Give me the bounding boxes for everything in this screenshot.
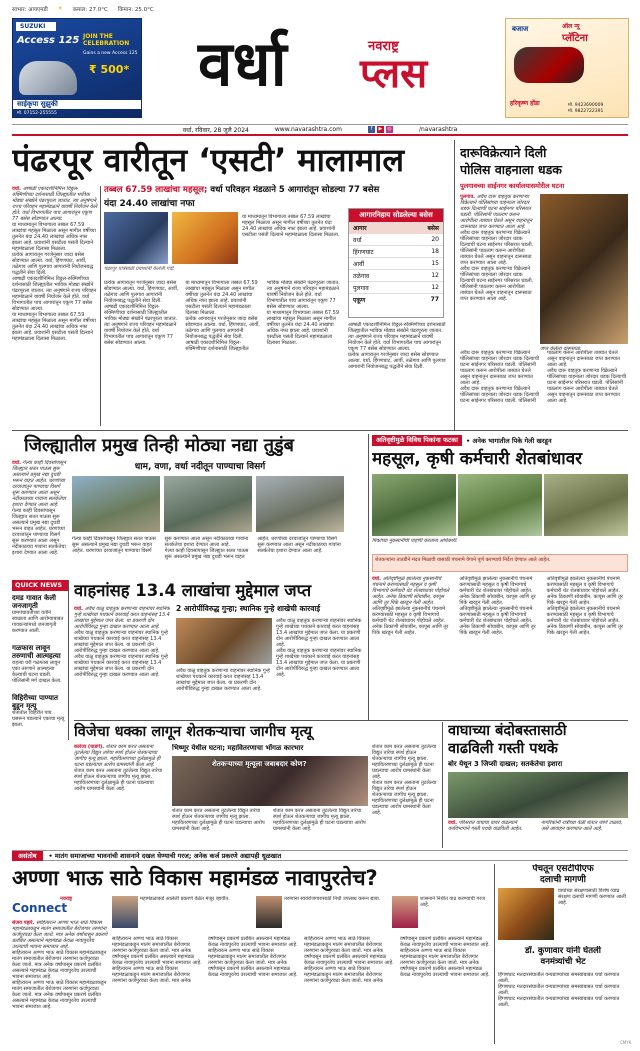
quick-news-label: QUICK NEWS (12, 580, 68, 591)
table-row: तळेगाव 12 (349, 270, 443, 282)
lead-subhead: यंदा 24.40 लाखांचा नफा (104, 199, 195, 209)
sidebar-title-1: पेंचतून एसटीपीएफ दलाची मागणी (532, 864, 594, 885)
crop-photo-2 (458, 474, 542, 536)
rivers-body-left: वर्धा. गेल्या काही दिवसांपासून जिल्ह्यात सतत पाऊस सुरू असल्याने प्रमुख नद्या दुथडी भरून वाहत आहेत. धरणांच्या दरवाजांतून पाण्याचा विसर्ग सुरू करण्यात आला असून नदीकाठच्या गावांना सतर्कतेचा इशारा देण्यात आला आहे. गेल्या काही दिवसांपासून जिल्ह्यात सतत पाऊस सुरू असल्याने प्रमुख नद्या दुथडी भरून वाहत आहेत. धरणांच्या दरवाजांतून पाण्याचा विसर्ग सुरू करण्यात आला असून नदीकाठच्या गावांना सतर्कतेचा इशारा देण्यात आला आहे. (12, 460, 66, 556)
anna-body-left: संजय पहारे. साहित्यरत्न अण्णा भाऊ साठे विकास महामंडळाकडून मातंग समाजातील बेरोजगार तरुणांना कर्जपुरवठा केला जातो. मात्र अनेक वर्षांपासून प्रकरणे प्रलंबित असल्याने महामंडळ केवळ नावापुरतेच उरल्याची भावना समाजात आहे. साहित्यरत्न अण्णा भाऊ साठे विकास महामंडळाकडून मातंग समाजातील बेरोजगार तरुणांना कर्जपुरवठा केला जातो. मात्र अनेक वर्षांपासून प्रकरणे प्रलंबित असल्याने महामंडळ केवळ नावापुरतेच उरल्याची भावना समाजात आहे. साहित्यरत्न अण्णा भाऊ साठे विकास महामंडळाकडून मातंग समाजातील बेरोजगार तरुणांना कर्जपुरवठा केला जातो. मात्र अनेक वर्षांपासून प्रकरणे प्रलंबित असल्याने महामंडळ केवळ नावापुरतेच उरल्याची भावना समाजात आहे. (12, 920, 108, 1010)
shock-body-right: शेतात काम करत असताना तुटलेल्या विद्युत तारेचा स्पर्श होऊन शेतकऱ्याचा जागीच मृत्यू झाला. महावितरणच्या दुर्लक्षामुळे ही घटना घडल्याचा आरोप ग्रामस्थांनी केला आहे. शेतात काम करत असताना तुटलेल्या विद्युत तारेचा स्पर्श होऊन शेतकऱ्याचा जागीच मृत्यू झाला. महावितरणच्या दुर्लक्षामुळे ही घटना घडल्याचा आरोप ग्रामस्थांनी केला आहे. (372, 744, 437, 816)
ticker-text: • मातंग समाजाच्या भावनांची शासनाने दखल घेण्याची गरज; अनेक कर्ज प्रकरणे अद्यापही धूळखात (48, 852, 282, 860)
temp-min: किमान: 25.0°C (117, 7, 154, 13)
youtube-icon: ▶ (378, 126, 383, 132)
avatar (256, 896, 282, 928)
bike-image (514, 47, 584, 83)
lead-body-right: आषाढी एकादशीनिमित्त विठ्ठल-रुक्मिणीच्या दर्शनासाठी जिल्ह्यातील भाविक मोठ्या संख्येने पंढरपूरला जातात. त्या अनुषंगाने राज्य परिवहन महामंडळाने यावर्षी नियोजन केले होते. वर्धा विभागातील पाच आगारांतून एकूण 77 बसेस सोडण्यात आल्या. प्रत्येक आगारातून गरजेनुसार जादा बसेस सोडण्यात आल्या. वर्धा, हिंगणघाट, आर्वी, तळेगाव आणि पुलगाव आगारांनी नियोजनबद्ध पद्धतीने सेवा दिली. (348, 322, 446, 370)
brand-logo: वर्धा (198, 27, 287, 100)
table-title: आगारनिहाय सोडलेल्या बसेस (349, 209, 443, 222)
sidebar-text-2: हिंगणघाट मतदारसंघातील वन्यप्राण्यांच्या समस्यांबाबत चर्चा करण्यात आली. हिंगणघाट मतदारसंघातील वन्यप्राण्यांच्या समस्यांबाबत चर्चा करण्यात आली. हिंगणघाट मतदारसंघातील वन्यप्राण्यांच्या समस्यांबाबत चर्चा करण्यात आली. (498, 972, 620, 1008)
table-row: हिंगणघाट 18 (349, 246, 443, 258)
lead-photo-bus (104, 212, 168, 264)
vehicles-body-right: अवैध वाळू वाहतूक करणाऱ्या वाहनांवर स्थानिक गुन्हे शाखेच्या पथकाने कारवाई करत वाहनांसह 13.4 लाखांचा मुद्देमाल जप्त केला. या प्रकरणी दोन आरोपींविरुद्ध गुन्हा दाखल करण्यात आला आहे. अवैध वाळू वाहतूक करणाऱ्या वाहनांवर स्थानिक गुन्हे शाखेच्या पथकाने कारवाई करत वाहनांसह 13.4 लाखांचा मुद्देमाल जप्त केला. या प्रकरणी दोन आरोपींविरुद्ध गुन्हा दाखल करण्यात आला आहे. (276, 618, 362, 678)
website-link[interactable]: www.navarashtra.com (274, 126, 342, 133)
sidebar-title-2: डॉ. कुणावार यांनी घेतली वनमंत्र्यांची भेट (524, 946, 602, 967)
right-photo (540, 194, 628, 344)
tiger-subhead: बोर येथून 3 जिप्सी दाखल; सतर्कतेचा इशारा (448, 760, 563, 768)
brand-plus: प्लस (360, 51, 428, 97)
depot-table (348, 208, 444, 318)
shock-box: शेतकऱ्याच्या मृत्यूला जबाबदार कोण? (212, 760, 307, 768)
shock-body-left: कारंजा (घाडगे). शेतात काम करत असताना तुटलेल्या विद्युत तारेचा स्पर्श होऊन शेतकऱ्याचा जागीच मृत्यू झाला. महावितरणच्या दुर्लक्षामुळे ही घटना घडल्याचा आरोप ग्रामस्थांनी केला आहे. शेतात काम करत असताना तुटलेल्या विद्युत तारेचा स्पर्श होऊन शेतकऱ्याचा जागीच मृत्यू झाला. महावितरणच्या दुर्लक्षामुळे ही घटना घडल्याचा आरोप ग्रामस्थांनी केला आहे. (74, 744, 163, 792)
ad-title: ऑल न्यू (562, 23, 580, 30)
lead-kicker: तब्बल 67.59 लाखांचा महसूल; वर्धा परिवहन मंडळाने 5 आगारांतून सोडल्या 77 बसेस (104, 185, 380, 195)
lead-headline: पंढरपूर वारीतून ‘एसटी’ मालामाल (12, 141, 405, 179)
ad-dealer: साईकृपा सुझुकी (13, 100, 141, 109)
instagram-icon: ◎ (387, 126, 392, 132)
ad-dealer: हरिकृष्ण होंडा (510, 100, 540, 107)
ticker-label: असंतोष (12, 851, 43, 861)
crop-photo-3 (544, 474, 628, 536)
rivers-subhead: धाम, वणा, वर्धा नदीतून पाण्याचा विसर्ग (134, 462, 266, 472)
right-headline: दारूविक्रेत्याने दिली पोलिस वाहनाला धडक (460, 145, 562, 177)
crop-banner: अतिवृष्टीमुळे विविध पिकांना फटका • अनेक भागातील पिके गेली खरडून (372, 435, 628, 446)
lead-caption: पंढरपूर यात्रेसाठी प्रवाशांनी केलेली गर्दी. (104, 266, 175, 272)
ad-phone: मो. 07152-255555 (17, 111, 57, 116)
social-handle: /navarashtra (418, 126, 458, 133)
crop-photo-1 (372, 474, 456, 536)
ad-brand: SUZUKI (16, 22, 56, 31)
ad-phone: मो. 9423690009 मो. 9822722391 (568, 103, 604, 114)
vehicles-photo (176, 618, 272, 664)
ad-model: प्लॅटिना (562, 33, 588, 44)
facebook-icon: f (368, 126, 375, 133)
ticker-bar (12, 850, 628, 861)
shock-body-mid: शेतात काम करत असताना तुटलेल्या विद्युत तारेचा स्पर्श होऊन शेतकऱ्याचा जागीच मृत्यू झाला. महावितरणच्या दुर्लक्षामुळे ही घटना घडल्याचा आरोप ग्रामस्थांनी केला आहे. शेतात काम करत असताना तुटलेल्या विद्युत तारेचा स्पर्श होऊन शेतकऱ्याचा जागीच मृत्यू झाला. महावितरणच्या दुर्लक्षामुळे ही घटना घडल्याचा आरोप ग्रामस्थांनी केला आहे. (172, 808, 366, 832)
vehicles-body-bottom: अवैध वाळू वाहतूक करणाऱ्या वाहनांवर स्थानिक गुन्हे शाखेच्या पथकाने कारवाई करत वाहनांसह 13.4 लाखांचा मुद्देमाल जप्त केला. या प्रकरणी दोन आरोपींविरुद्ध गुन्हा दाखल करण्यात आला आहे. (176, 668, 270, 692)
sidebar-text-1: वाघांच्या संरक्षणासाठी विशेष व्याघ्र संरक्षण दलाची मागणी करण्यात आली आहे. (558, 888, 626, 906)
sun-icon: ☀ (57, 6, 63, 12)
social-icons[interactable] (368, 126, 393, 133)
dateline: वर्धा, रविवार, 28 जुलै 2024 (182, 126, 249, 134)
table-row: एकूण 77 (353, 295, 439, 304)
ad-model: Access 125 (17, 35, 80, 46)
right-subhead: पुलगावच्या साईनगर कार्यालयासमोरील घटना (460, 182, 565, 190)
quote-card-3: शासनाने निधीत वाढ करण्याची गरज आहे. (392, 896, 490, 932)
rivers-photo-2 (164, 476, 252, 532)
top-bar (12, 4, 628, 14)
list-item: विहिरीच्या पाण्यात बुडून मृत्यू शेतातील विहिरीत पाय घसरून पडल्याने एकाचा मृत्यू झाला. (12, 694, 65, 728)
right-body-2: अवैध दारू वाहतूक करणाऱ्या विक्रेत्याने पोलिसांच्या वाहनाला जोरदार धडक दिल्याची घटना साईनगर परिसरात घडली. पोलिसांनी पाठलाग करून आरोपीला ताब्यात घेतले असून वाहनातून दारूसाठा जप्त करण्यात आला आहे. अवैध दारू वाहतूक करणाऱ्या विक्रेत्याने पोलिसांच्या वाहनाला जोरदार धडक दिल्याची घटना साईनगर परिसरात घडली. पोलिसांनी पाठलाग करून आरोपीला ताब्यात घेतले असून वाहनातून दारूसाठा जप्त करण्यात आला आहे. अवैध दारू वाहतूक करणाऱ्या विक्रेत्याने पोलिसांच्या वाहनाला जोरदार धडक दिल्याची घटना साईनगर परिसरात घडली. पोलिसांनी पाठलाग करून आरोपीला ताब्यात घेतले असून वाहनातून दारूसाठा जप्त करण्यात आला आहे. (460, 350, 627, 404)
vehicles-body-left: वर्धा. अवैध वाळू वाहतूक करणाऱ्या वाहनांवर स्थानिक गुन्हे शाखेच्या पथकाने कारवाई करत वाहनांसह 13.4 लाखांचा मुद्देमाल जप्त केला. या प्रकरणी दोन आरोपींविरुद्ध गुन्हा दाखल करण्यात आला आहे. अवैध वाळू वाहतूक करणाऱ्या वाहनांवर स्थानिक गुन्हे शाखेच्या पथकाने कारवाई करत वाहनांसह 13.4 लाखांचा मुद्देमाल जप्त केला. या प्रकरणी दोन आरोपींविरुद्ध गुन्हा दाखल करण्यात आला आहे. अवैध वाळू वाहतूक करणाऱ्या वाहनांवर स्थानिक गुन्हे शाखेच्या पथकाने कारवाई करत वाहनांसह 13.4 लाखांचा मुद्देमाल जप्त केला. या प्रकरणी दोन आरोपींविरुद्ध गुन्हा दाखल करण्यात आला आहे. (74, 606, 170, 678)
right-body: पुलगाव. अवैध दारू वाहतूक करणाऱ्या विक्रेत्याने पोलिसांच्या वाहनाला जोरदार धडक दिल्याची घटना साईनगर परिसरात घडली. पोलिसांनी पाठलाग करून आरोपीला ताब्यात घेतले असून वाहनातून दारूसाठा जप्त करण्यात आला आहे. अवैध दारू वाहतूक करणाऱ्या विक्रेत्याने पोलिसांच्या वाहनाला जोरदार धडक दिल्याची घटना साईनगर परिसरात घडली. पोलिसांनी पाठलाग करून आरोपीला ताब्यात घेतले असून वाहनातून दारूसाठा जप्त करण्यात आला आहे. अवैध दारू वाहतूक करणाऱ्या विक्रेत्याने पोलिसांच्या वाहनाला जोरदार धडक दिल्याची घटना साईनगर परिसरात घडली. पोलिसांनी पाठलाग करून आरोपीला ताब्यात घेतले असून वाहनातून दारूसाठा जप्त करण्यात आला आहे. (460, 194, 534, 302)
avatar (112, 896, 138, 928)
lead-photo-vitthal (172, 212, 238, 264)
ad-suzuki[interactable] (12, 18, 142, 118)
list-item: दमड गावात केली जनजागृती ग्रामपंचायतीच्या वतीने स्वच्छता आणि आरोग्याबाबत गावकऱ्यांमध्ये जनजागृती करण्यात आली. (12, 594, 64, 634)
dateline-bar (12, 124, 628, 136)
tiger-body: वर्धा. परिसरात वाघाचा वावर वाढल्याने वनविभागाने गस्ती पथके वाढविली आहेत. नागरिकांनी रात्रीच्या वेळी शेतात जाणे टाळावे, असे आवाहन करण्यात आले आहे. (448, 820, 623, 832)
table-rows (349, 234, 443, 305)
masthead (180, 22, 470, 122)
sidebar-tiger-photo (498, 888, 554, 940)
tiger-headline: वाघाच्या बंदोबस्तासाठी वाढविली गस्ती पथके (448, 723, 567, 757)
shock-photo (172, 756, 368, 806)
rivers-body-main: गेल्या काही दिवसांपासून जिल्ह्यात सतत पाऊस सुरू असल्याने प्रमुख नद्या दुथडी भरून वाहत आहेत. धरणांच्या दरवाजांतून पाण्याचा विसर्ग सुरू करण्यात आला असून नदीकाठच्या गावांना सतर्कतेचा इशारा देण्यात आला आहे. गेल्या काही दिवसांपासून जिल्ह्यात सतत पाऊस सुरू असल्याने प्रमुख नद्या दुथडी भरून वाहत आहेत. धरणांच्या दरवाजांतून पाण्याचा विसर्ग सुरू करण्यात आला असून नदीकाठच्या गावांना सतर्कतेचा इशारा देण्यात आला आहे. (72, 536, 341, 560)
anna-body-main: साहित्यरत्न अण्णा भाऊ साठे विकास महामंडळाकडून मातंग समाजातील बेरोजगार तरुणांना कर्जपुरवठा केला जातो. मात्र अनेक वर्षांपासून प्रकरणे प्रलंबित असल्याने महामंडळ केवळ नावापुरतेच उरल्याची भावना समाजात आहे. साहित्यरत्न अण्णा भाऊ साठे विकास महामंडळाकडून मातंग समाजातील बेरोजगार तरुणांना कर्जपुरवठा केला जातो. मात्र अनेक वर्षांपासून प्रकरणे प्रलंबित असल्याने महामंडळ केवळ नावापुरतेच उरल्याची भावना समाजात आहे. साहित्यरत्न अण्णा भाऊ साठे विकास महामंडळाकडून मातंग समाजातील बेरोजगार तरुणांना कर्जपुरवठा केला जातो. मात्र अनेक वर्षांपासून प्रकरणे प्रलंबित असल्याने महामंडळ केवळ नावापुरतेच उरल्याची भावना समाजात आहे. साहित्यरत्न अण्णा भाऊ साठे विकास महामंडळाकडून मातंग समाजातील बेरोजगार तरुणांना कर्जपुरवठा केला जातो. मात्र अनेक वर्षांपासून प्रकरणे प्रलंबित असल्याने महामंडळ केवळ नावापुरतेच उरल्याची भावना समाजात आहे. साहित्यरत्न अण्णा भाऊ साठे विकास महामंडळाकडून मातंग समाजातील बेरोजगार तरुणांना कर्जपुरवठा केला जातो. मात्र अनेक वर्षांपासून प्रकरणे प्रलंबित असल्याने महामंडळ केवळ नावापुरतेच उरल्याची भावना समाजात आहे. साहित्यरत्न अण्णा भाऊ साठे विकास महामंडळाकडून मातंग समाजातील बेरोजगार तरुणांना कर्जपुरवठा केला जातो. मात्र अनेक वर्षांपासून प्रकरणे प्रलंबित असल्याने महामंडळ केवळ नावापुरतेच उरल्याची भावना समाजात आहे. (112, 936, 490, 984)
crop-body: वर्धा. अतिवृष्टीमुळे झालेल्या नुकसानीचे पंचनामे करण्यासाठी महसूल व कृषी विभागाचे कर्मचारी थेट शेतबांधावर पोहोचले आहेत. अनेक ठिकाणी सोयाबीन, कापूस आणि तूर पिके खरडून गेली आहेत. अतिवृष्टीमुळे झालेल्या नुकसानीचे पंचनामे करण्यासाठी महसूल व कृषी विभागाचे कर्मचारी थेट शेतबांधावर पोहोचले आहेत. अनेक ठिकाणी सोयाबीन, कापूस आणि तूर पिके खरडून गेली आहेत. अतिवृष्टीमुळे झालेल्या नुकसानीचे पंचनामे करण्यासाठी महसूल व कृषी विभागाचे कर्मचारी थेट शेतबांधावर पोहोचले आहेत. अनेक ठिकाणी सोयाबीन, कापूस आणि तूर पिके खरडून गेली आहेत. अतिवृष्टीमुळे झालेल्या नुकसानीचे पंचनामे करण्यासाठी महसूल व कृषी विभागाचे कर्मचारी थेट शेतबांधावर पोहोचले आहेत. अनेक ठिकाणी सोयाबीन, कापूस आणि तूर पिके खरडून गेली आहेत. अतिवृष्टीमुळे झालेल्या नुकसानीचे पंचनामे करण्यासाठी महसूल व कृषी विभागाचे कर्मचारी थेट शेतबांधावर पोहोचले आहेत. अनेक ठिकाणी सोयाबीन, कापूस आणि तूर पिके खरडून गेली आहेत. अतिवृष्टीमुळे झालेल्या नुकसानीचे पंचनामे करण्यासाठी महसूल व कृषी विभागाचे कर्मचारी थेट शेतबांधावर पोहोचले आहेत. अनेक ठिकाणी सोयाबीन, कापूस आणि तूर पिके खरडून गेली आहेत. (372, 576, 623, 636)
rivers-photo-3 (256, 476, 344, 532)
shock-headline: विजेचा धक्का लागून शेतकऱ्याचा जागीच मृत्यू (74, 724, 313, 740)
tiger-photo (448, 772, 628, 818)
lead-body-col1: वर्धा. आषाढी एकादशीनिमित्त विठ्ठल-रुक्मिणीच्या दर्शनासाठी जिल्ह्यातील भाविक मोठ्या संख्येने पंढरपूरला जातात. त्या अनुषंगाने राज्य परिवहन महामंडळाने यावर्षी नियोजन केले होते. वर्धा विभागातील पाच आगारांतून एकूण 77 बसेस सोडण्यात आल्या. या माध्यमातून विभागाला तब्बल 67.59 लाखांचा महसूल मिळाला असून मागील वर्षीच्या तुलनेत यंदा 24.40 लाखांचा अधिक नफा झाला आहे. प्रवाशांनी एसटीला पसंती दिल्याने महामंडळाला दिलासा मिळाला. प्रत्येक आगारातून गरजेनुसार जादा बसेस सोडण्यात आल्या. वर्धा, हिंगणघाट, आर्वी, तळेगाव आणि पुलगाव आगारांनी नियोजनबद्ध पद्धतीने सेवा दिली. आषाढी एकादशीनिमित्त विठ्ठल-रुक्मिणीच्या दर्शनासाठी जिल्ह्यातील भाविक मोठ्या संख्येने पंढरपूरला जातात. त्या अनुषंगाने राज्य परिवहन महामंडळाने यावर्षी नियोजन केले होते. वर्धा विभागातील पाच आगारांतून एकूण 77 बसेस सोडण्यात आल्या. या माध्यमातून विभागाला तब्बल 67.59 लाखांचा महसूल मिळाला असून मागील वर्षीच्या तुलनेत यंदा 24.40 लाखांचा अधिक नफा झाला आहे. प्रवाशांनी एसटीला पसंती दिल्याने महामंडळाला दिलासा मिळाला. (12, 186, 98, 342)
quick-news-list (12, 594, 66, 738)
ad-offer: Gains a new Access 125 (83, 51, 138, 56)
quote-card-1: महामंडळाकडे आलेली प्रकरणे वेळेत मंजूर व्हावीत. (112, 896, 252, 932)
temp-max: कमाल: 27.0°C (72, 7, 108, 13)
table-row: आर्वी 15 (349, 258, 443, 270)
lead-photo-text: या माध्यमातून विभागाला तब्बल 67.59 लाखांचा महसूल मिळाला असून मागील वर्षीच्या तुलनेत यंदा 24.40 लाखांचा अधिक नफा झाला आहे. प्रवाशांनी एसटीला पसंती दिल्याने महामंडळाला दिलासा मिळाला. (242, 214, 340, 238)
table-row: वर्धा 20 (349, 234, 443, 246)
list-item: गळफास लावून तरुणाची आत्महत्या राहत्या घरी गळफास लावून एका तरुणाने आत्महत्या केल्याची घटना घडली. पोलिसांनी मर्ग दाखल केला. (12, 644, 62, 684)
ad-price: ₹ 500* (89, 63, 130, 76)
quote-card-2: तरुणांना स्वयंरोजगारासाठी निधी उपलब्ध करून द्यावा. (256, 896, 388, 932)
table-header: आगार बसेस (349, 222, 443, 234)
lead-body-cols: प्रत्येक आगारातून गरजेनुसार जादा बसेस सोडण्यात आल्या. वर्धा, हिंगणघाट, आर्वी, तळेगाव आणि पुलगाव आगारांनी नियोजनबद्ध पद्धतीने सेवा दिली. आषाढी एकादशीनिमित्त विठ्ठल-रुक्मिणीच्या दर्शनासाठी जिल्ह्यातील भाविक मोठ्या संख्येने पंढरपूरला जातात. त्या अनुषंगाने राज्य परिवहन महामंडळाने यावर्षी नियोजन केले होते. वर्धा विभागातील पाच आगारांतून एकूण 77 बसेस सोडण्यात आल्या. या माध्यमातून विभागाला तब्बल 67.59 लाखांचा महसूल मिळाला असून मागील वर्षीच्या तुलनेत यंदा 24.40 लाखांचा अधिक नफा झाला आहे. प्रवाशांनी एसटीला पसंती दिल्याने महामंडळाला दिलासा मिळाला. प्रत्येक आगारातून गरजेनुसार जादा बसेस सोडण्यात आल्या. वर्धा, हिंगणघाट, आर्वी, तळेगाव आणि पुलगाव आगारांनी नियोजनबद्ध पद्धतीने सेवा दिली. आषाढी एकादशीनिमित्त विठ्ठल-रुक्मिणीच्या दर्शनासाठी जिल्ह्यातील भाविक मोठ्या संख्येने पंढरपूरला जातात. त्या अनुषंगाने राज्य परिवहन महामंडळाने यावर्षी नियोजन केले होते. वर्धा विभागातील पाच आगारांतून एकूण 77 बसेस सोडण्यात आल्या. या माध्यमातून विभागाला तब्बल 67.59 लाखांचा महसूल मिळाला असून मागील वर्षीच्या तुलनेत यंदा 24.40 लाखांचा अधिक नफा झाला आहे. प्रवाशांनी एसटीला पसंती दिल्याने महामंडळाला दिलासा मिळाला. (104, 280, 340, 352)
page-code: CMYK (620, 1040, 632, 1045)
connect-logo: नवराष्ट्र Connect (12, 896, 72, 915)
vehicles-headline: वाहनांसह 13.4 लाखांचा मुद्देमाल जप्त (74, 581, 312, 600)
table-row: पुलगाव 12 (349, 282, 443, 294)
vehicles-subhead: 2 आरोपींविरुद्ध गुन्हा; स्थानिक गुन्हे शाखेची कारवाई (176, 604, 321, 613)
rivers-headline: जिल्ह्यातील प्रमुख तिन्ही मोठ्या नद्या तुडुंब (24, 435, 294, 456)
ad-bajaj[interactable] (505, 18, 629, 118)
crop-headline: महसूल, कृषी कर्मचारी शेतबांधावर (372, 449, 583, 469)
crop-caption: पिकांच्या नुकसानीची पाहणी करताना अधिकारी. (372, 538, 458, 544)
rivers-photo-1 (72, 476, 160, 532)
ad-brand: बजाज (512, 25, 529, 33)
avatar (392, 896, 418, 928)
anna-headline: अण्णा भाऊ साठे विकास महामंडळ नावापुरतेच? (12, 866, 378, 890)
scooter-image (19, 61, 77, 95)
crop-quote: शेतकऱ्यांना तातडीने मदत मिळावी यासाठी पंचनामे वेगाने पूर्ण करण्याचे निर्देश देण्यात आले आहेत. (372, 554, 628, 572)
brand-sub: नवराष्ट्र (368, 39, 399, 54)
right-caption: जप्त केलेला दारूसाठा. (540, 346, 582, 352)
ad-tag: JOIN THE CELEBRATION (83, 33, 130, 47)
weather-source: साभार: आयएमडी (12, 7, 48, 13)
shock-subhead: भिष्णूर येथील घटना; महावितरणाचा भोंगळ कारभार (172, 744, 304, 752)
